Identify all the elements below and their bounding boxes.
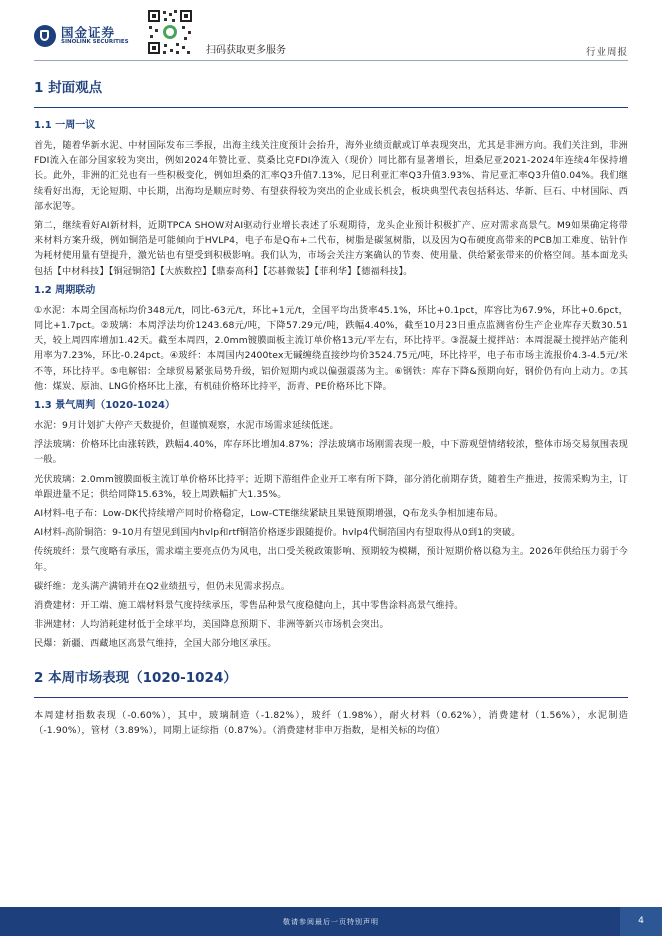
report-type-label: 行业周报 <box>585 47 628 58</box>
list-item: AI材料-高阶铜箔：9-10月有望见到国内hvlp和rtf铜箔价格逐步跟随提价。hvlp4代铜箔国内有望取得从0到1的突破。 <box>34 527 521 539</box>
section-1-1-title: 1.1 一周一议 <box>34 120 96 131</box>
section-1-title: 1 封面观点 <box>34 80 103 96</box>
page-header <box>0 0 662 62</box>
paragraph: 第二，继续看好AI新材料，近期TPCA SHOW对AI驱动行业增长表述了乐观期待，龙头企业预计积极扩产、应对需求高景气。M9如果确定将带来材料方案升级，例如铜箔是可能倾向于HVLP4，电子布是Q布+二代布，树脂是碳氢树脂，以及因为Q布硬度高带来的PCB加工难度、钻针作为耗材使用量有望提升，激光钻也有望受到积极影响。我们认为，市场会关注方案确认的节奏、使用量、供给紧张带来的价格空间。基本面龙头包括【中材科技】【铜冠铜箔】【大族数控】【鼎泰高科】【芯碁微装】【菲利华】【德福科技】。 <box>34 220 628 277</box>
main-content <box>34 78 628 742</box>
paragraph: ①水泥：本周全国高标均价348元/t，同比-63元/t，环比+1元/t，全国平均出货率45.1%，环比+0.1pct，库容比为67.9%，环比+0.6pct，同比+1.7pct。②玻璃：本周浮法均价1243.68元/吨，下降57.29元/吨，跌幅4.40%，截至10月23日重点监测省份生产企业库存天数30.51天，较上周四库增加1.42天。截至本周四，2.0mm镀膜面板主流订单价格13元/平左右，环比持平。③混凝土搅拌站：本周混凝土搅拌站产能利用率为7.23%，环比-0.24pct。④玻纤：本周国内2400tex无碱缠绕直接纱均价3524.75元/吨，环比持平，电子布市场主流报价4.3-4.5元/米不等，环比持平。⑤电解铝：全球贸易紧张局势升级，铝价短期内或以偏强震荡为主。⑥钢铁：库存下降&预期向好，钢价仍有向上动力。⑦其他：煤炭、原油、LNG价格环比上涨，有机硅价格环比持平，沥青、PE价格环比下降。 <box>34 304 628 392</box>
list-item: 水泥：9月计划扩大停产天数提价，但谨慎观察，水泥市场需求延续低迷。 <box>34 420 339 432</box>
logo-icon <box>34 25 56 47</box>
list-item: AI材料-电子布：Low-DK代持续增产同时价格稳定，Low-CTE继续紧缺且果链预期增强，Q布龙头争相加速布局。 <box>34 508 504 520</box>
list-item: 浮法玻璃：价格环比由涨转跌，跌幅4.40%，库存环比增加4.87%；浮法玻璃市场刚需表现一般，中下游观望情绪较浓，整体市场交易氛围表现一般。 <box>34 439 628 466</box>
section-2-title: 2 本周市场表现（1020-1024） <box>34 669 237 686</box>
page-footer <box>0 907 662 936</box>
paragraph: 本周建材指数表现（-0.60%），其中，玻璃制造（-1.82%），玻纤（1.98%），耐火材料（0.62%），消费建材（1.56%），水泥制造（-1.90%），管材（3.89%），同期上证综指（0.87%）。（消费建材非申万指数，是相关标的均值） <box>34 709 628 736</box>
header-divider <box>34 60 628 61</box>
footer-disclaimer[interactable]: 敬请参阅最后一页特别声明 <box>283 918 379 926</box>
list-item: 传统玻纤：景气度略有承压，需求端主要亮点仍为风电，出口受关税政策影响、预期较为模糊，预计短期价格以稳为主。2026年供给压力弱于今年。 <box>34 546 628 573</box>
brand-name-en: SINOLINK SECURITIES <box>61 39 129 45</box>
list-item: 非洲建材：人均消耗建材低于全球平均，美国降息预期下、非洲等新兴市场机会突出。 <box>34 619 389 631</box>
brand-name-cn: 国金证券 <box>61 25 116 40</box>
list-item: 民爆：新疆、西藏地区高景气维持，全国大部分地区承压。 <box>34 638 277 650</box>
section-1-3-title: 1.3 景气周判（1020-1024） <box>34 400 176 412</box>
qr-caption: 扫码获取更多服务 <box>206 45 286 56</box>
qr-code-icon[interactable] <box>146 8 194 56</box>
brand-logo <box>34 25 129 47</box>
list-item: 消费建材：开工端、施工端材料景气度持续承压，零售品种景气度稳健向上，其中零售涂料高景气维持。 <box>34 600 464 612</box>
section-1-divider <box>34 107 628 108</box>
list-item: 碳纤维：龙头满产满销并在Q2业绩扭亏，但仍未见需求拐点。 <box>34 580 291 592</box>
list-item: 光伏玻璃：2.0mm镀膜面板主流订单价格环比持平；近期下游组件企业开工率有所下降，部分消化前期存货，随着生产推进，按需采购为主，订单跟进量不足；供给同降15.63%，较上周跌幅扩大1.35%。 <box>34 473 628 500</box>
paragraph: 首先，随着华新水泥、中材国际发布三季报，出海主线关注度预计会抬升，海外业绩贡献或订单表现突出，尤其是非洲方向。我们关注到，非洲FDI流入在部分国家较为突出，例如2024年赞比亚、莫桑比克FDI净流入（现价）同比都有显著增长，坦桑尼亚2021-2024年连续4年保持增长。此外，非洲的汇兑也有一些积极变化，例如坦桑的汇率Q3升值7.13%，尼日利亚汇率Q3升值3.93%、肯尼亚汇率Q3升值0.04%。我们继续看好出海，无论短期、中长期，出海均是顺应时势、有望获得较为突出的企业成长机会，板块典型代表包括科达、华新、巨石、中材国际、西部水泥等。 <box>34 140 628 212</box>
section-2-divider <box>34 697 628 698</box>
section-1-2-title: 1.2 周期联动 <box>34 284 96 296</box>
page-number: 4 <box>620 907 662 936</box>
